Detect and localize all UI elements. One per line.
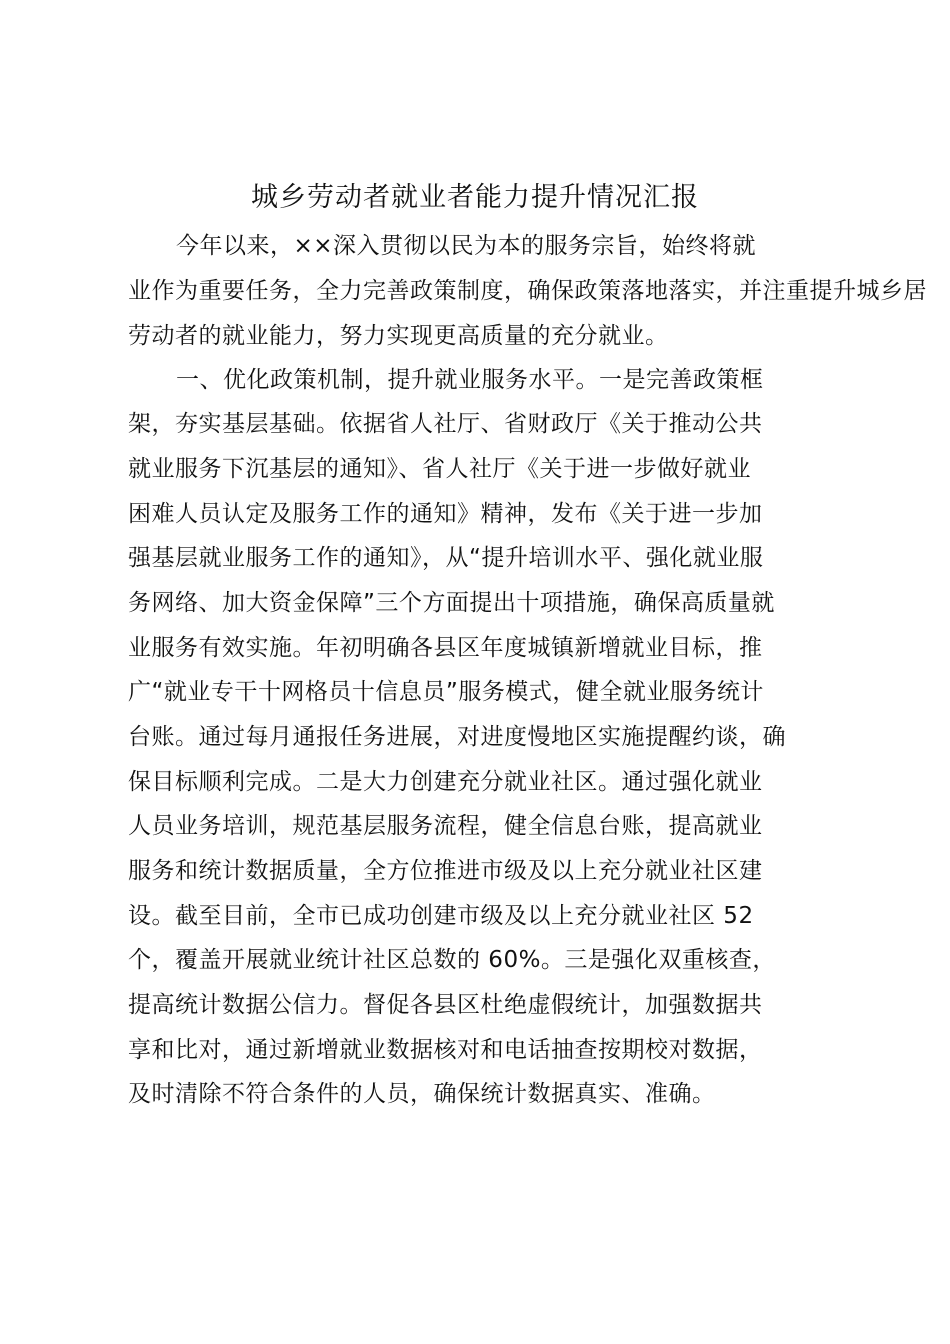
paragraph-line: 个，覆盖开展就业统计社区总数的 60%。三是强化双重核查， — [128, 947, 776, 973]
paragraph-line: 服务和统计数据质量，全方位推进市级及以上充分就业社区建 — [128, 858, 763, 884]
paragraph-line: 劳动者的就业能力，努力实现更高质量的充分就业。 — [128, 323, 669, 349]
paragraph-line: 就业服务下沉基层的通知》、省人社厅《关于进一步做好就业 — [128, 456, 751, 482]
paragraph-line: 提高统计数据公信力。督促各县区杜绝虚假统计，加强数据共 — [128, 992, 763, 1018]
paragraph-line: 强基层就业服务工作的通知》，从“提升培训水平、强化就业服 — [128, 545, 764, 571]
paragraph-line: 及时清除不符合条件的人员，确保统计数据真实、准确。 — [128, 1081, 716, 1107]
paragraph-line: 架，夯实基层基础。依据省人社厅、省财政厅《关于推动公共 — [128, 411, 763, 437]
paragraph-line: 困难人员认定及服务工作的通知》精神，发布《关于进一步加 — [128, 501, 763, 527]
paragraph-line: 设。截至目前，全市已成功创建市级及以上充分就业社区 52 — [128, 903, 754, 929]
document-title: 城乡劳动者就业者能力提升情况汇报 — [251, 182, 699, 213]
paragraph-line: 今年以来，××深入贯彻以民为本的服务宗旨，始终将就 — [176, 233, 757, 259]
paragraph-line: 台账。通过每月通报任务进展，对进度慢地区实施提醒约谈，确 — [128, 724, 786, 750]
paragraph-line: 业作为重要任务，全力完善政策制度，确保政策落地落实，并注重提升城乡居 — [128, 278, 927, 304]
paragraph-line: 一、优化政策机制，提升就业服务水平。一是完善政策框 — [176, 367, 764, 393]
paragraph-line: 务网络、加大资金保障”三个方面提出十项措施，确保高质量就 — [128, 590, 775, 616]
paragraph-line: 业服务有效实施。年初明确各县区年度城镇新增就业目标，推 — [128, 635, 763, 661]
paragraph-line: 保目标顺利完成。二是大力创建充分就业社区。通过强化就业 — [128, 769, 763, 795]
paragraph-line: 享和比对，通过新增就业数据核对和电话抽查按期校对数据， — [128, 1037, 763, 1063]
paragraph-line: 人员业务培训，规范基层服务流程，健全信息台账，提高就业 — [128, 813, 763, 839]
paragraph-line: 广“就业专干十网格员十信息员”服务模式，健全就业服务统计 — [128, 679, 764, 705]
